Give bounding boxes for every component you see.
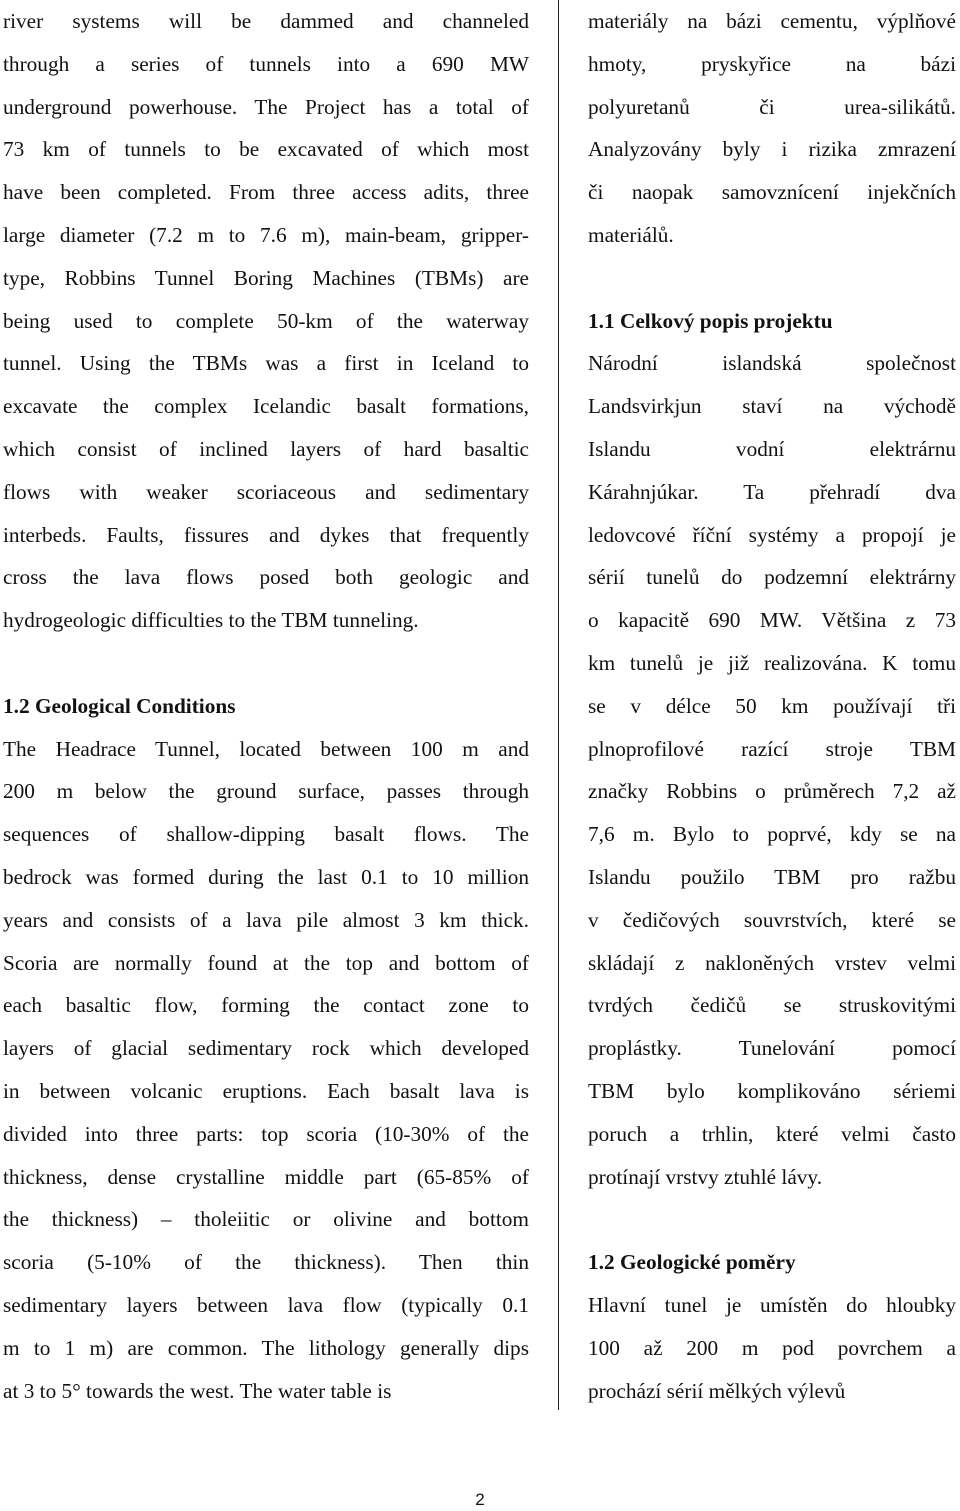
text-line: Scoria are normally found at the top and bottom of <box>3 950 529 975</box>
text-line: Landsvirkjun staví na východě <box>588 394 956 419</box>
text-line: o kapacitě 690 MW. Většina z 73 <box>588 608 956 633</box>
text-line: značky Robbins o průměrech 7,2 až <box>588 779 956 804</box>
text-line: 200 m below the ground surface, passes through <box>3 779 529 804</box>
text-line: Kárahnjúkar. Ta přehradí dva <box>588 479 956 504</box>
text-line: through a series of tunnels into a 690 MW <box>3 51 529 76</box>
page-number: 2 <box>475 1490 485 1509</box>
text-line: tunnel. Using the TBMs was a first in Iceland to <box>3 351 529 376</box>
paragraph-spacer <box>3 642 529 685</box>
text-line: Hlavní tunel je umístěn do hloubky <box>588 1292 956 1317</box>
text-line: The Headrace Tunnel, located between 100 m and <box>3 736 529 761</box>
text-line: polyuretanů či urea-silikátů. <box>588 94 956 119</box>
text-line: m to 1 m) are common. The lithology generally dips <box>3 1335 529 1360</box>
text-line: bedrock was formed during the last 0.1 to 10 million <box>3 864 529 889</box>
text-line: interbeds. Faults, fissures and dykes that frequently <box>3 522 529 547</box>
text-line: prochází sérií mělkých výlevů <box>588 1378 846 1403</box>
text-line: sedimentary layers between lava flow (typically 0.1 <box>3 1292 529 1317</box>
english-paragraph-project <box>3 0 529 642</box>
text-line: hydrogeologic difficulties to the TBM tunneling. <box>3 608 419 633</box>
text-line: at 3 to 5° towards the west. The water table is <box>3 1378 392 1403</box>
text-line: underground powerhouse. The Project has a total of <box>3 94 529 119</box>
text-line: km tunelů je již realizována. K tomu <box>588 650 956 675</box>
text-line: hmoty, pryskyřice na bázi <box>588 51 956 76</box>
czech-column <box>588 0 956 1412</box>
text-line: v čedičových souvrstvích, které se <box>588 907 956 932</box>
text-line: have been completed. From three access adits, three <box>3 180 529 205</box>
text-line: divided into three parts: top scoria (10-30% of the <box>3 1121 529 1146</box>
section-heading-project-overview: 1.1 Celkový popis projektu <box>588 308 833 333</box>
paragraph-spacer <box>588 257 956 300</box>
text-line: thickness, dense crystalline middle part (65-85% of <box>3 1164 529 1189</box>
text-line: flows with weaker scoriaceous and sedimentary <box>3 479 529 504</box>
text-line: Analyzovány byly i rizika zmrazení <box>588 137 956 162</box>
text-line: materiály na bázi cementu, výplňové <box>588 9 956 33</box>
text-line: či naopak samovznícení injekčních <box>588 180 956 205</box>
section-heading-geologicke-pomery: 1.2 Geologické poměry <box>588 1250 796 1275</box>
text-line: TBM bylo komplikováno sériemi <box>588 1078 956 1103</box>
text-line: tvrdých čedičů se struskovitými <box>588 993 956 1018</box>
text-line: 100 až 200 m pod povrchem a <box>588 1335 956 1360</box>
text-line: poruch a trhlin, které velmi často <box>588 1121 956 1146</box>
paragraph-spacer <box>588 1198 956 1241</box>
text-line: cross the lava flows posed both geologic and <box>3 565 529 590</box>
text-line: the thickness) – tholeiitic or olivine and bottom <box>3 1207 529 1232</box>
czech-paragraph-geology <box>588 1284 956 1412</box>
section-heading-geological-conditions: 1.2 Geological Conditions <box>3 693 236 718</box>
text-line: excavate the complex Icelandic basalt formations, <box>3 394 529 419</box>
text-line: layers of glacial sedimentary rock which developed <box>3 1036 529 1061</box>
text-line: years and consists of a lava pile almost 3 km thick. <box>3 907 529 932</box>
text-line: river systems will be dammed and channeled <box>3 9 529 33</box>
text-line: Islandu vodní elektrárnu <box>588 436 956 461</box>
text-line: skládají z nakloněných vrstev velmi <box>588 950 956 975</box>
text-line: which consist of inclined layers of hard basaltic <box>3 436 529 461</box>
text-line: sequences of shallow-dipping basalt flows. The <box>3 822 529 847</box>
text-line: each basaltic flow, forming the contact zone to <box>3 993 529 1018</box>
text-line: 7,6 m. Bylo to poprvé, kdy se na <box>588 822 956 847</box>
text-line: se v délce 50 km používají tři <box>588 693 956 718</box>
text-line: sérií tunelů do podzemní elektrárny <box>588 565 956 590</box>
text-line: plnoprofilové razící stroje TBM <box>588 736 956 761</box>
text-line: ledovcové říční systémy a propojí je <box>588 522 956 547</box>
text-line: proplástky. Tunelování pomocí <box>588 1036 956 1061</box>
text-line: Národní islandská společnost <box>588 351 956 376</box>
czech-paragraph-materials <box>588 0 956 257</box>
text-line: being used to complete 50-km of the waterway <box>3 308 529 333</box>
text-line: protínají vrstvy ztuhlé lávy. <box>588 1164 823 1189</box>
text-line: type, Robbins Tunnel Boring Machines (TBMs) are <box>3 265 529 290</box>
czech-paragraph-project <box>588 342 956 1198</box>
english-paragraph-geology <box>3 728 529 1413</box>
column-divider <box>558 0 559 1410</box>
text-line: scoria (5-10% of the thickness). Then thin <box>3 1250 529 1275</box>
text-line: large diameter (7.2 m to 7.6 m), main-beam, gripper- <box>3 222 529 247</box>
text-line: in between volcanic eruptions. Each basalt lava is <box>3 1078 529 1103</box>
text-line: Islandu použilo TBM pro ražbu <box>588 864 956 889</box>
english-column <box>3 0 529 1412</box>
text-line: 73 km of tunnels to be excavated of which most <box>3 137 529 162</box>
text-line: materiálů. <box>588 222 674 247</box>
